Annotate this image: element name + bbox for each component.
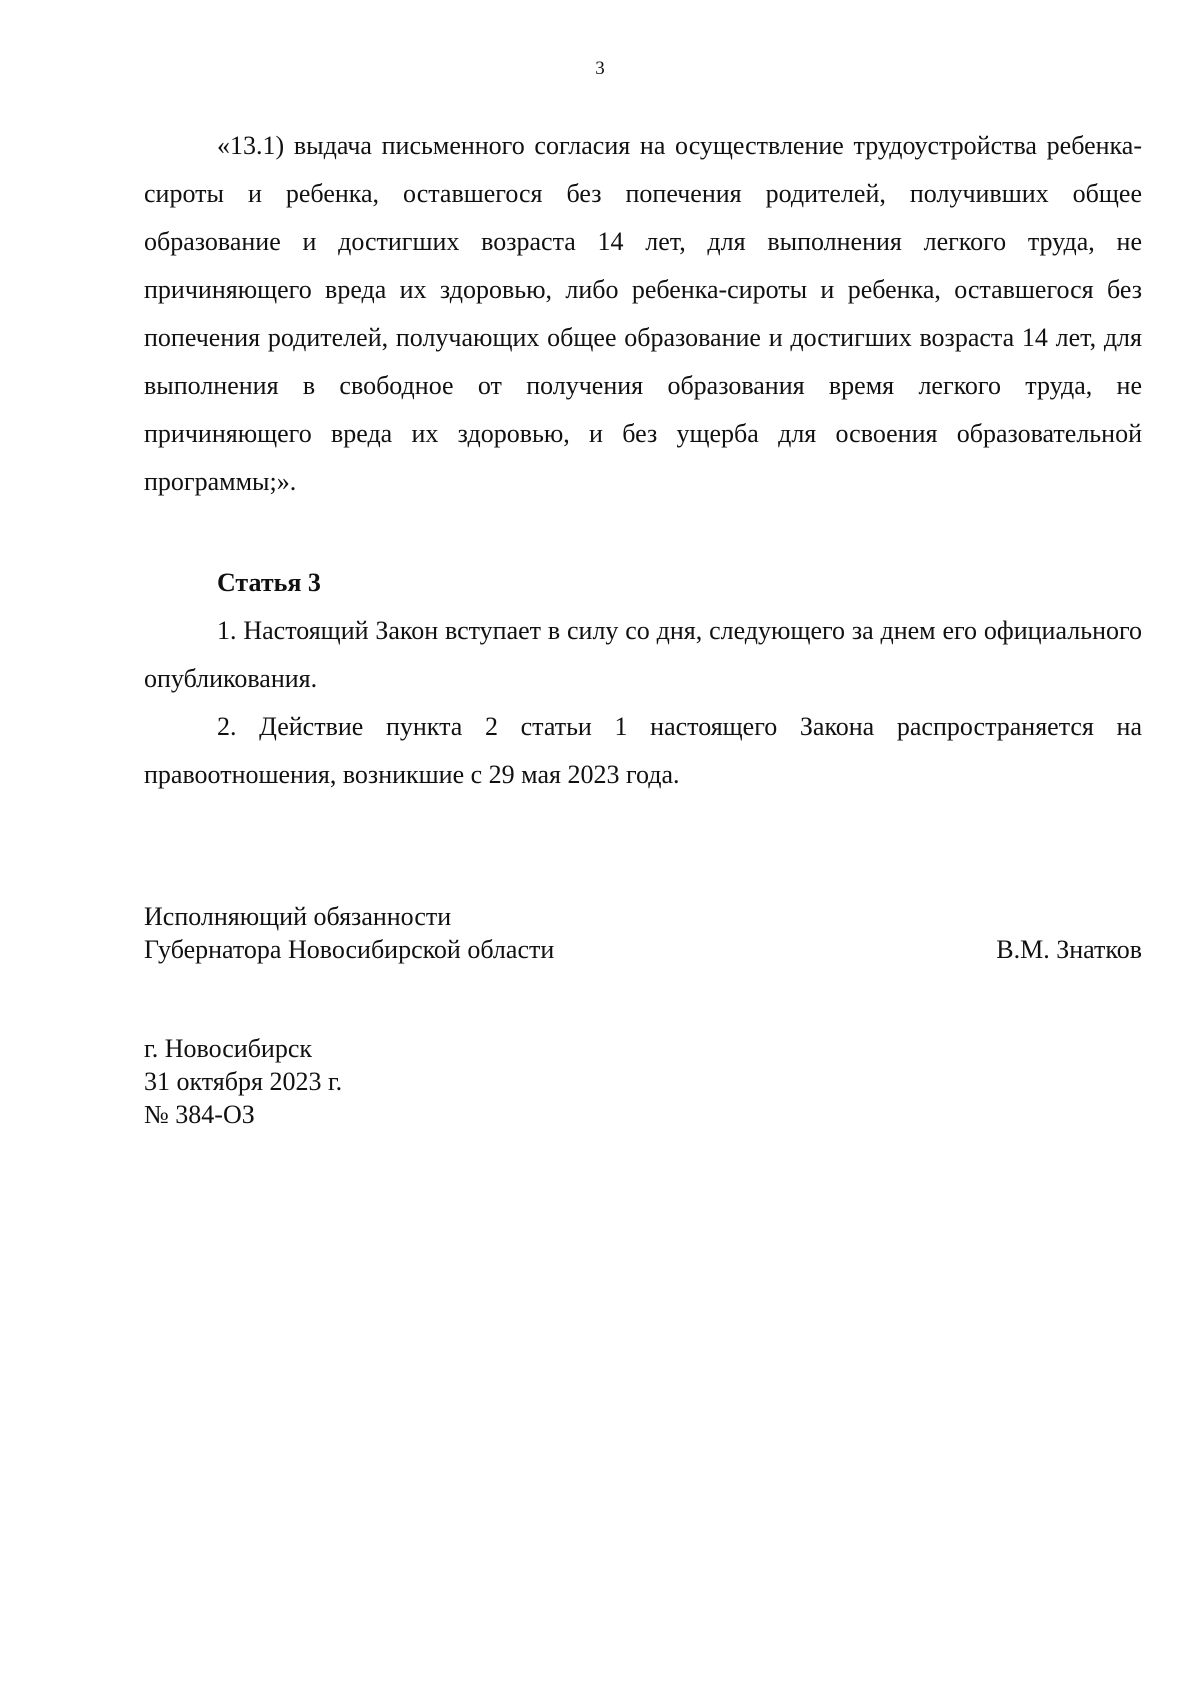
amendment-paragraph: «13.1) выдача письменного согласия на осуществление трудоустройства ребенка-сироты и ребенка, оставшегося без попечения родителей, получивших общее образование и достигших возраста 14 лет, для выполнения легкого труда, не причиняющего вреда их здоровью, либо ребенка-сироты и ребенка, оставшегося без попечения родителей, получающих общее образование и достигших возраста 14 лет, для выполнения в свободное от получения образования время легкого труда, не причиняющего вреда их здоровью, и без ущерба для освоения образовательной программы;».: [144, 131, 1142, 496]
signing-date: 31 октября 2023 г.: [144, 1067, 343, 1096]
article-heading: Статья 3: [217, 568, 321, 597]
article-paragraph-2-block: [144, 703, 1142, 799]
page-number: 3: [595, 58, 605, 79]
signature-row: [144, 933, 1142, 966]
article-paragraph: 1. Настоящий Закон вступает в силу со дня, следующего за днем его официального опубликования.: [144, 616, 1142, 693]
article-paragraph: 2. Действие пункта 2 статьи 1 настоящего Закона распространяется на правоотношения, возникшие с 29 мая 2023 года.: [144, 712, 1142, 789]
law-details: [144, 1032, 744, 1131]
law-number: № 384-ОЗ: [144, 1100, 255, 1129]
signature-block: [144, 900, 1142, 966]
place-of-signing: г. Новосибирск: [144, 1034, 313, 1063]
signatory-title-line-2: Губернатора Новосибирской области: [144, 935, 555, 964]
article-paragraph-1-block: [144, 607, 1142, 703]
signatory-name: В.М. Знатков: [996, 935, 1142, 964]
signatory-title-line-1: Исполняющий обязанности: [144, 902, 452, 931]
amendment-block: [144, 122, 1142, 506]
